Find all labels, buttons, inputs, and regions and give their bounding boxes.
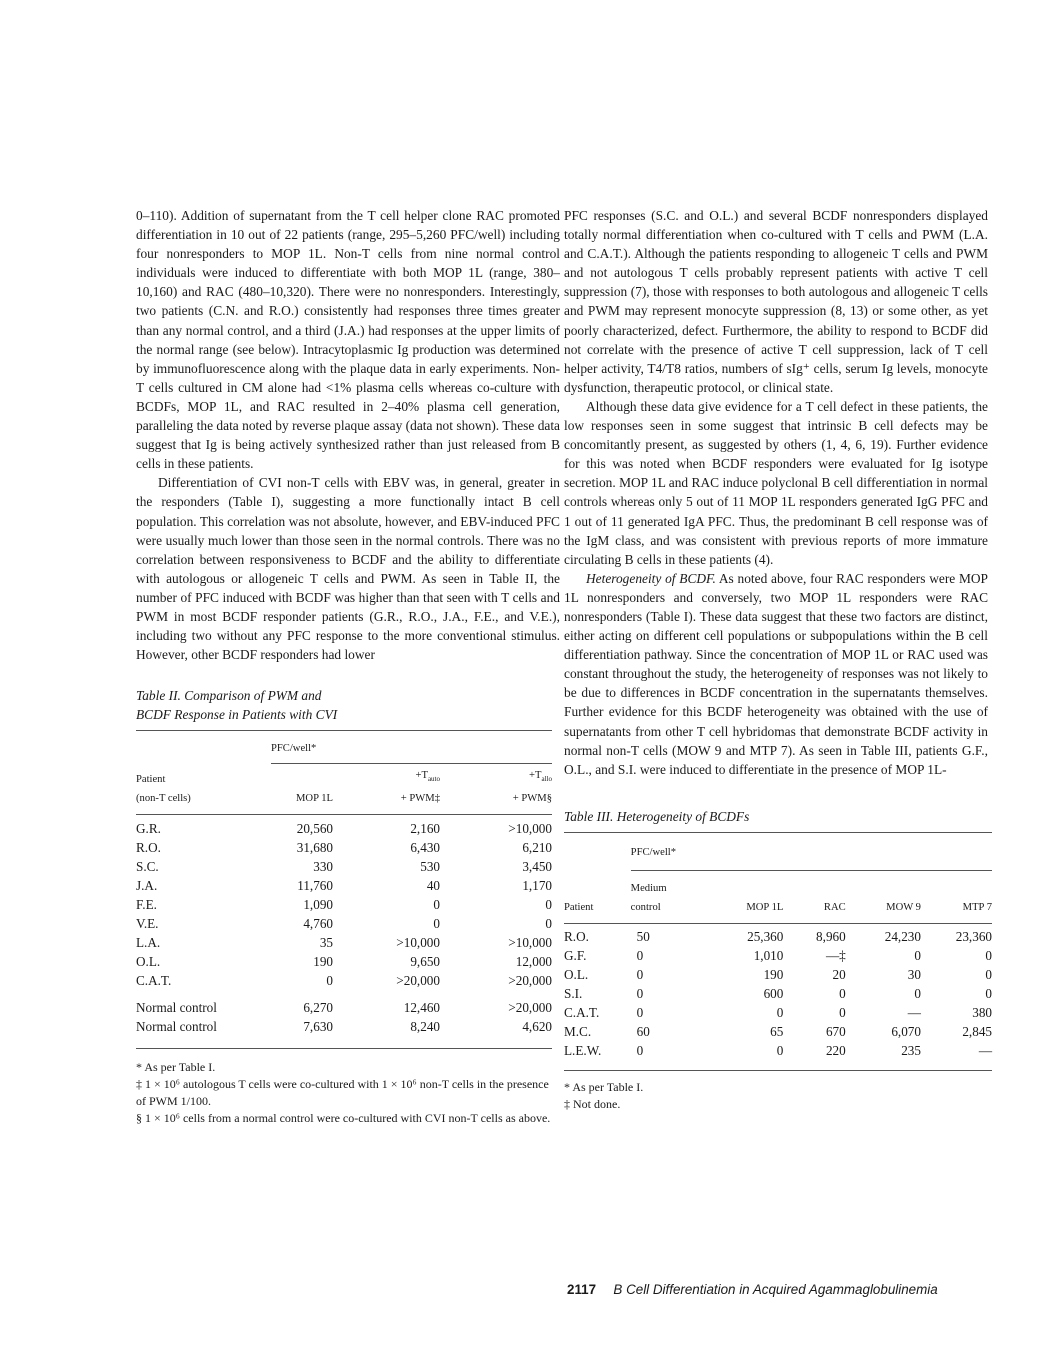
table-2-row-label: S.C.	[136, 858, 159, 874]
table-2-cell: 20,560	[296, 820, 333, 836]
table-2-cell: 190	[313, 953, 333, 969]
table-2-cell: 31,680	[296, 839, 333, 855]
table-3-cell: 25,360	[747, 928, 784, 944]
table-3-cell: 2,845	[962, 1023, 992, 1039]
table-3-cell: 0	[985, 947, 992, 963]
table-2-caption-line-1: Table II. Comparison of PWM and	[136, 688, 322, 704]
right-paragraph-3-text: As noted above, four RAC responders were MOP 1L nonresponders and conversely, two MOP 1L responders were RAC nonresponders (Table I). These data suggest that these two factors are distinct, either acting on different cell populations or subpopulations within the B cell differentiation pathway. Since the concentration of MOP 1L or RAC used was constant throughout the study, the heterogeneity of responses was not likely to be due to differences in BCDF concentration in the supernatants themselves. Further evidence for this BCDF heterogeneity was obtained with the use of supernatants from other T cell hybridomas that demonstrate BCDF activity in normal non-T cells (MOW 9 and MTP 7). As seen in Table III, patients G.F., O.L., and S.I. were induced to differentiate in the presence of MOP 1L-	[564, 570, 988, 777]
table-2-row-label: L.A.	[136, 934, 161, 950]
table-2-row-label: G.R.	[136, 820, 161, 836]
table-3-cell: 0	[985, 985, 992, 1001]
table-2-row	[136, 876, 552, 895]
table-2-row	[136, 857, 552, 876]
table-2-group-header: PFC/well*	[271, 731, 552, 764]
table-3-cell: 8,960	[816, 928, 846, 944]
table-2-cell: 6,210	[522, 839, 552, 855]
table-3-cell: 220	[825, 1042, 846, 1058]
table-2-tallo-header-line-2: + PWM§	[512, 792, 552, 804]
table-3-row-label: L.E.W.	[564, 1042, 602, 1058]
section-heading-heterogeneity: Heterogeneity of BCDF.	[586, 570, 716, 586]
table-3-row	[564, 946, 992, 965]
table-2-control-cell: 6,270	[303, 999, 333, 1015]
table-3-row-label: G.F.	[564, 947, 587, 963]
table-3-cell: 0	[636, 1042, 644, 1058]
table-3-grid	[564, 832, 992, 1071]
table-2-cell: 6,430	[410, 839, 440, 855]
table-2-control-row-label: Normal control	[136, 1018, 217, 1034]
table-2-row	[136, 838, 552, 857]
table-2-control-cell: >20,000	[508, 999, 552, 1015]
table-3-caption: Table III. Heterogeneity of BCDFs	[564, 808, 750, 824]
table-3-cell: 0	[636, 985, 644, 1001]
table-2-cell: 530	[420, 858, 440, 874]
left-paragraph-2: Differentiation of CVI non-T cells with EBV was, in general, greater in the responders (Table I), suggesting a more functionally intact B cell population. This correlation was not absolute, however, and EBV-induced PFC were usually much lower than those seen in the normal controls. There was no correlation between responsiveness to BCDF and the ability to differentiate with autologous or allogeneic T cells and PWM. As seen in Table II, the number of PFC induced with BCDF was higher than that seen with T cells and PWM in most BCDF responder patients (G.R., R.O., J.A., F.E., and V.E.), including two without any PFC response to the more conventional stimulus. However, other BCDF responders had lower	[136, 475, 560, 663]
table-2-row-label: F.E.	[136, 896, 157, 912]
table-3-medium-header	[631, 870, 698, 923]
table-2-row-label: O.L.	[136, 953, 161, 969]
table-2-tallo-subscript: allo	[541, 774, 552, 783]
table-2-cell: 40	[426, 877, 440, 893]
table-2-cell: 2,160	[410, 820, 440, 836]
table-3-rac-header: RAC	[823, 901, 846, 913]
table-2-control-cell: 7,630	[303, 1018, 333, 1034]
table-3-patient-header: Patient	[564, 901, 594, 913]
table-3-mtp-header: MTP 7	[962, 901, 992, 913]
table-3-cell: 0	[914, 947, 921, 963]
running-title: B Cell Differentiation in Acquired Agammaglobulinemia	[613, 1282, 938, 1297]
table-3-medium-header-line-2: control	[630, 901, 661, 913]
table-3-cell: 0	[776, 1004, 784, 1020]
left-paragraph-1: 0–110). Addition of supernatant from the T cell helper clone RAC promoted differentiation in 10 out of 22 patients (range, 295–5,260 PFC/well) including four nonresponders to MOP 1L. Non-T cells from nine normal control individuals were induced to differentiate with both MOP 1L (range, 380–10,160) and RAC (480–10,320). There were no nonresponders. Interestingly, two patients (C.N. and R.O.) consistently had responses three times greater than any normal control, and a third (J.A.) had responses at the upper limits of the normal range (see below). Intracytoplasmic Ig production was determined by immunofluorescence along with the plaque data in early experiments. Non-T cells cultured in CM alone had <1% plasma cells whereas co-culture with BCDFs, MOP 1L, and RAC resulted in 2–40% plasma cell generation, paralleling the data noted by reverse plaque assay (data not shown). These data suggest that Ig is being actively synthesized rather than just released from B cells in these patients.	[136, 208, 560, 472]
table-3-cell: 0	[914, 985, 921, 1001]
table-2-cell: 1,170	[522, 877, 552, 893]
table-2-cell: 1,090	[303, 896, 333, 912]
table-2-cell: >20,000	[508, 972, 552, 988]
table-3-footnote: ‡ Not done.	[564, 1096, 621, 1111]
table-2-row	[136, 895, 552, 914]
table-2-patient-header-line-1: Patient	[136, 773, 166, 785]
table-3-cell: 235	[901, 1042, 921, 1058]
table-3-row-label: R.O.	[564, 928, 589, 944]
table-3-cell: 380	[972, 1004, 992, 1020]
table-2-row-label: J.A.	[136, 877, 158, 893]
table-3-cell: —	[978, 1042, 992, 1058]
table-3-cell: 190	[763, 966, 784, 982]
right-paragraph-1: PFC responses (S.C. and O.L.) and several BCDF nonresponders displayed totally normal differentiation when co-cultured with T cells and PWM (L.A. and C.A.T.). Although the patients responding to allogeneic T cells and PWM and not autologous T cells probably represent patients with active T cell suppression (7), those with responses to both autologous and allogeneic T cells and PWM may represent monocyte suppression (8, 13) or some other, as yet poorly characterized, defect. Furthermore, the ability to respond to BCDF did not correlate with the presence of active T cell suppression, lack of T cell helper activity, T4/T8 ratios, numbers of sIg⁺ cells, serum Ig levels, monocyte dysfunction, therapeutic protocol, or clinical state.	[564, 208, 988, 395]
table-2-tauto-header	[333, 764, 440, 815]
page-footer	[567, 1282, 938, 1298]
table-3-cell: 600	[763, 985, 784, 1001]
table-3-cell: —‡	[825, 947, 846, 963]
table-3-cell: 24,230	[884, 928, 921, 944]
table-3-mow-header: MOW 9	[886, 901, 921, 913]
table-3-cell: 20	[832, 966, 846, 982]
table-3-footnote: * As per Table I.	[564, 1079, 644, 1094]
table-3-cell: 0	[985, 966, 992, 982]
table-2-cell: 11,760	[297, 877, 333, 893]
table-3-cell: 65	[770, 1023, 784, 1039]
table-3-row	[564, 984, 992, 1003]
table-2-tauto-header-line-2: + PWM‡	[400, 792, 440, 804]
table-2-control-cell: 8,240	[410, 1018, 440, 1034]
table-2	[136, 686, 552, 1127]
table-3-row-label: O.L.	[564, 966, 589, 982]
table-3-row-label: S.I.	[564, 985, 583, 1001]
table-2-control-cell: 4,620	[522, 1018, 552, 1034]
table-3-group-header: PFC/well*	[631, 832, 992, 870]
table-2-cell: 0	[326, 972, 333, 988]
table-2-caption-line-2: BCDF Response in Patients with CVI	[136, 707, 338, 723]
table-2-cell: 0	[545, 915, 552, 931]
table-2-control-row	[136, 998, 552, 1017]
table-3-row	[564, 927, 992, 946]
table-3-cell: 30	[907, 966, 921, 982]
table-3-cell: 0	[776, 1042, 784, 1058]
table-2-footnote: § 1 × 10⁶ cells from a normal control were co-cultured with CVI non-T cells as above.	[136, 1110, 551, 1125]
table-3-mop-header: MOP 1L	[746, 901, 784, 913]
table-2-tallo-header	[440, 764, 552, 815]
table-2-cell: 0	[545, 896, 552, 912]
table-2-footnote: * As per Table I.	[136, 1059, 216, 1074]
table-2-cell: 9,650	[410, 953, 440, 969]
table-3	[564, 807, 992, 1113]
table-3-row-label: C.A.T.	[564, 1004, 600, 1020]
table-2-cell: 3,450	[522, 858, 552, 874]
right-column	[564, 206, 992, 1113]
table-2-control-row	[136, 1017, 552, 1036]
table-2-cell: 0	[433, 896, 440, 912]
table-3-cell: 50	[636, 928, 650, 944]
table-2-cell: 35	[319, 934, 333, 950]
table-3-cell: 0	[636, 966, 644, 982]
table-2-cell: >10,000	[508, 934, 552, 950]
table-2-cell: 4,760	[303, 915, 333, 931]
table-3-row	[564, 965, 992, 984]
table-2-footnote: ‡ 1 × 10⁶ autologous T cells were co-cultured with 1 × 10⁶ non-T cells in the presence of PWM 1/100.	[136, 1076, 549, 1108]
table-2-grid	[136, 730, 552, 1049]
page-number: 2117	[567, 1282, 597, 1297]
table-3-cell: 670	[825, 1023, 846, 1039]
table-2-row	[136, 952, 552, 971]
table-2-row-label: C.A.T.	[136, 972, 172, 988]
table-2-cell: >20,000	[396, 972, 440, 988]
table-3-row	[564, 1041, 992, 1060]
table-3-cell: —	[907, 1004, 921, 1020]
table-2-cell: >10,000	[396, 934, 440, 950]
table-3-cell: 0	[839, 1004, 846, 1020]
table-2-tallo-header-line-1: +T	[529, 769, 542, 781]
table-3-footnotes	[564, 1079, 992, 1113]
table-2-tauto-header-line-1: +T	[415, 769, 428, 781]
table-2-row	[136, 914, 552, 933]
table-2-row	[136, 819, 552, 838]
table-3-row-label: M.C.	[564, 1023, 592, 1039]
table-3-row	[564, 1003, 992, 1022]
table-3-medium-header-line-1: Medium	[630, 882, 667, 894]
table-2-cell: 0	[433, 915, 440, 931]
table-3-row	[564, 1022, 992, 1041]
table-3-cell: 0	[636, 947, 644, 963]
table-3-cell: 60	[636, 1023, 650, 1039]
table-2-cell: >10,000	[508, 820, 552, 836]
table-2-tauto-subscript: auto	[427, 774, 440, 783]
table-2-cell: 330	[313, 858, 333, 874]
table-3-cell: 1,010	[753, 947, 784, 963]
table-3-cell: 0	[636, 1004, 644, 1020]
table-2-row-label: R.O.	[136, 839, 161, 855]
table-3-cell: 0	[839, 985, 846, 1001]
table-3-cell: 23,360	[955, 928, 992, 944]
table-2-footnotes	[136, 1059, 552, 1127]
table-2-row	[136, 971, 552, 990]
table-2-control-cell: 12,460	[403, 999, 440, 1015]
table-2-row	[136, 933, 552, 952]
table-2-patient-header-line-2: (non-T cells)	[136, 792, 191, 804]
table-2-patient-header	[136, 764, 271, 815]
table-2-mop-header: MOP 1L	[296, 792, 333, 804]
right-paragraph-2: Although these data give evidence for a T cell defect in these patients, the low responses seen in some suggest that intrinsic B cell defects may be concomitantly present, as suggested by others (1, 4, 6, 19). Further evidence for this was noted when BCDF responders were evaluated for Ig isotype secretion. MOP 1L and RAC induce polyclonal B cell differentiation in normal controls whereas only 5 out of 11 MOP 1L responders generated IgG PFC and 1 out of 11 generated IgA PFC. Thus, the predominant B cell response was of the IgM class, and was consistent with previous reports of more immature circulating B cells in these patients (4).	[564, 398, 988, 567]
table-2-row-label: V.E.	[136, 915, 159, 931]
left-column	[136, 206, 560, 1127]
table-2-control-row-label: Normal control	[136, 999, 217, 1015]
table-3-cell: 6,070	[891, 1023, 921, 1039]
right-paragraph-3	[564, 569, 988, 779]
table-2-cell: 12,000	[515, 953, 552, 969]
